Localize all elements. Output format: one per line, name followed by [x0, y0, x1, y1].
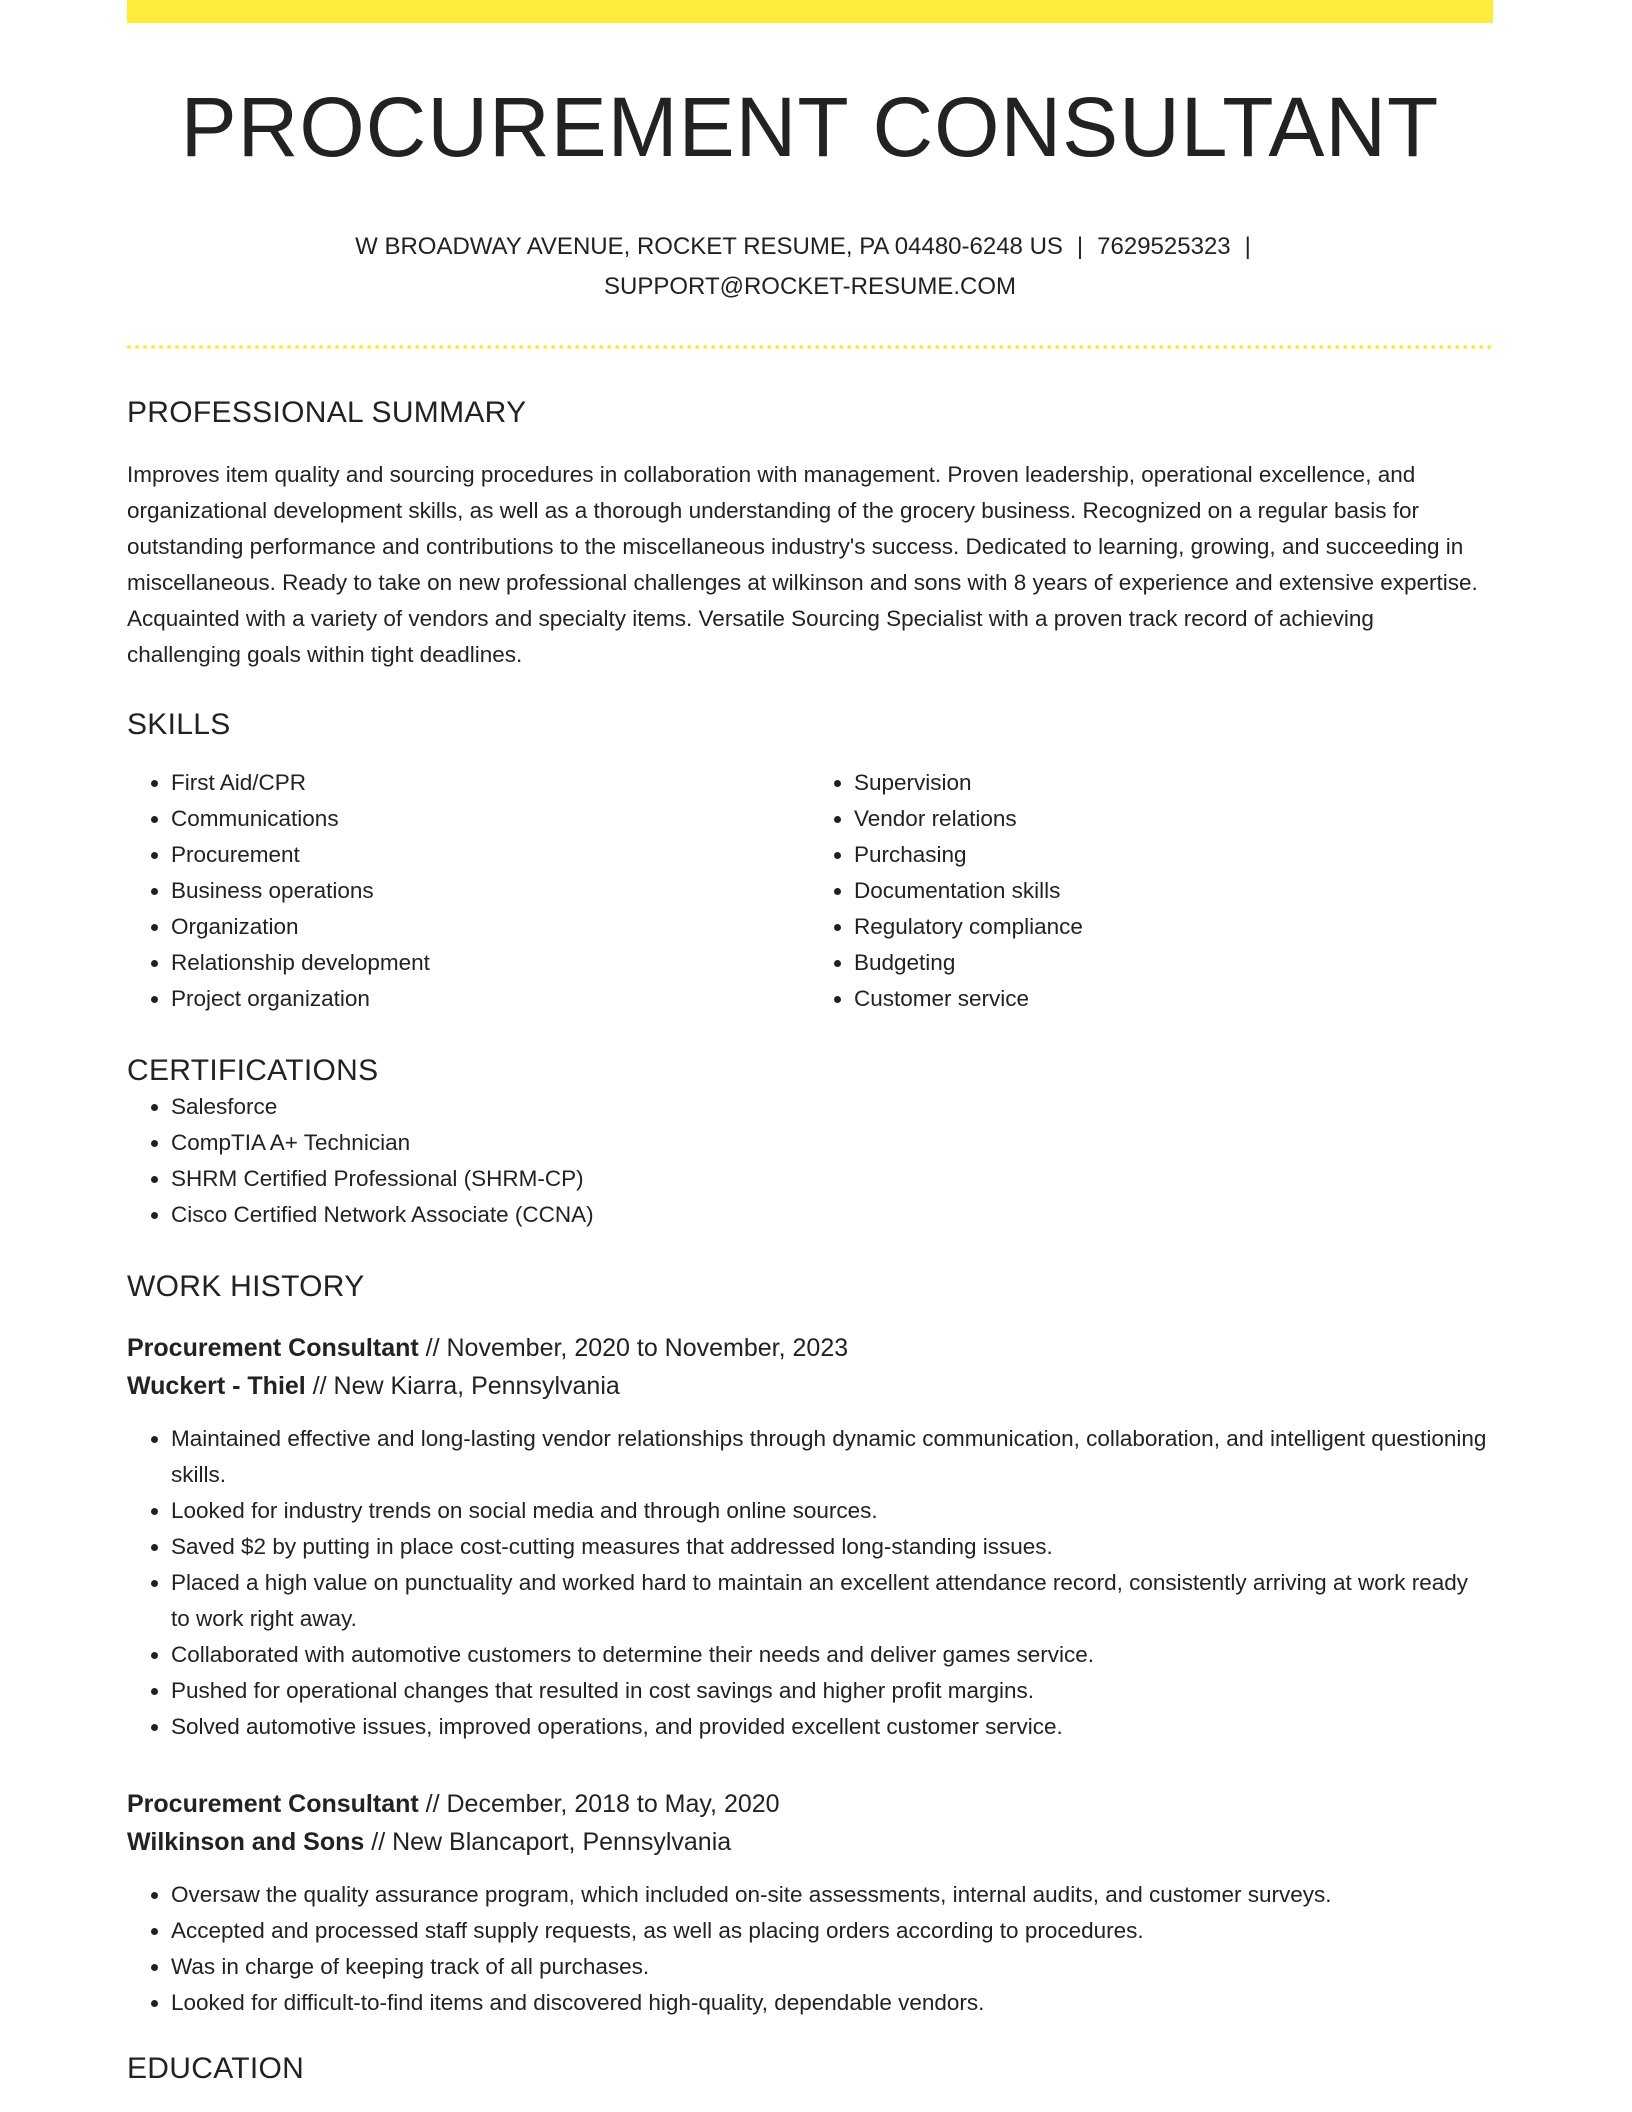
phone: 7629525323: [1097, 233, 1231, 261]
job-bullets: [127, 1421, 1493, 1745]
certification-item: • Cisco Certified Network Associate (CCNA): [171, 1197, 1493, 1233]
certification-item: • CompTIA A+ Technician: [171, 1125, 1493, 1161]
skills-columns: [127, 765, 1493, 1017]
address: W BROADWAY AVENUE, ROCKET RESUME, PA 04480-6248 US: [355, 233, 1063, 261]
education-heading: EDUCATION: [127, 2052, 305, 2086]
skills-left-list: [127, 765, 810, 1017]
separator: |: [1244, 233, 1251, 261]
resume-page: [127, 0, 1493, 2087]
job-dates: // December, 2018 to May, 2020: [418, 1790, 780, 1819]
certification-item: • SHRM Certified Professional (SHRM-CP): [171, 1161, 1493, 1197]
skills-heading: SKILLS: [127, 708, 231, 742]
job-company-line: [127, 1823, 1493, 1861]
job-bullet: • Maintained effective and long-lasting vendor relationships through dynamic communication, collaboration, and intelligent questioning skills.: [171, 1421, 1493, 1493]
skill-item: • Procurement: [171, 837, 810, 873]
job-entry: [127, 1785, 1493, 2021]
skill-item: • Relationship development: [171, 945, 810, 981]
job-bullet: • Placed a high value on punctuality and worked hard to maintain an excellent attendance record, consistently arriving at work ready to work right away.: [171, 1565, 1493, 1637]
dotted-divider: [127, 345, 1493, 349]
job-bullet: • Collaborated with automotive customers to determine their needs and deliver games service.: [171, 1637, 1493, 1673]
skill-item: • Regulatory compliance: [854, 909, 1493, 945]
certification-item: • Salesforce: [171, 1089, 1493, 1125]
job-company: Wuckert - Thiel: [127, 1372, 306, 1401]
job-bullet: • Oversaw the quality assurance program, which included on-site assessments, internal audits, and customer surveys.: [171, 1877, 1493, 1913]
certifications-heading: CERTIFICATIONS: [127, 1054, 379, 1088]
job-bullet: • Was in charge of keeping track of all purchases.: [171, 1949, 1493, 1985]
job-location: // New Kiarra, Pennsylvania: [305, 1372, 620, 1401]
job-title-line: [127, 1785, 1493, 1823]
work-history-heading: WORK HISTORY: [127, 1270, 365, 1304]
separator: |: [1076, 233, 1084, 261]
job-company: Wilkinson and Sons: [127, 1828, 365, 1857]
job-bullets: [127, 1877, 1493, 2021]
job-location: // New Blancaport, Pennsylvania: [364, 1828, 732, 1857]
contact-info: [127, 227, 1493, 307]
job-role: Procurement Consultant: [127, 1790, 419, 1819]
skill-item: • Project organization: [171, 981, 810, 1017]
summary-text: Improves item quality and sourcing procedures in collaboration with management. Proven leadership, operational excellence, and organizational development skills, as well as a thorough understanding of the grocery business. Recognized on a regular basis for outstanding performance and contributions to the miscellaneous industry's success. Dedicated to learning, growing, and succeeding in miscellaneous. Ready to take on new professional challenges at wilkinson and sons with 8 years of experience and extensive expertise. Acquainted with a variety of vendors and specialty items. Versatile Sourcing Specialist with a proven track record of achieving challenging goals within tight deadlines.: [127, 462, 1478, 668]
job-bullet: • Accepted and processed staff supply requests, as well as placing orders according to procedures.: [171, 1913, 1493, 1949]
skill-item: • Communications: [171, 801, 810, 837]
job-entry: [127, 1329, 1493, 1745]
skill-item: • Purchasing: [854, 837, 1493, 873]
skills-right-list: [810, 765, 1493, 1017]
page-title: PROCUREMENT CONSULTANT: [180, 80, 1440, 174]
skill-item: • Supervision: [854, 765, 1493, 801]
job-bullet: • Pushed for operational changes that resulted in cost savings and higher profit margins.: [171, 1673, 1493, 1709]
job-title-line: [127, 1329, 1493, 1367]
skill-item: • Budgeting: [854, 945, 1493, 981]
job-bullet: • Solved automotive issues, improved operations, and provided excellent customer service.: [171, 1709, 1493, 1745]
skill-item: • Documentation skills: [854, 873, 1493, 909]
job-bullet: • Looked for difficult-to-find items and discovered high-quality, dependable vendors.: [171, 1985, 1493, 2021]
certifications-list: [127, 1089, 1493, 1233]
summary-heading: PROFESSIONAL SUMMARY: [127, 396, 527, 430]
job-company-line: [127, 1367, 1493, 1405]
skill-item: • First Aid/CPR: [171, 765, 810, 801]
accent-bar: [127, 0, 1493, 23]
email: SUPPORT@ROCKET-RESUME.COM: [604, 273, 1016, 301]
job-dates: // November, 2020 to November, 2023: [418, 1334, 849, 1363]
job-role: Procurement Consultant: [127, 1334, 419, 1363]
skill-item: • Customer service: [854, 981, 1493, 1017]
skill-item: • Vendor relations: [854, 801, 1493, 837]
job-bullet: • Looked for industry trends on social media and through online sources.: [171, 1493, 1493, 1529]
skill-item: • Business operations: [171, 873, 810, 909]
skill-item: • Organization: [171, 909, 810, 945]
job-bullet: • Saved $2 by putting in place cost-cutting measures that addressed long-standing issues.: [171, 1529, 1493, 1565]
